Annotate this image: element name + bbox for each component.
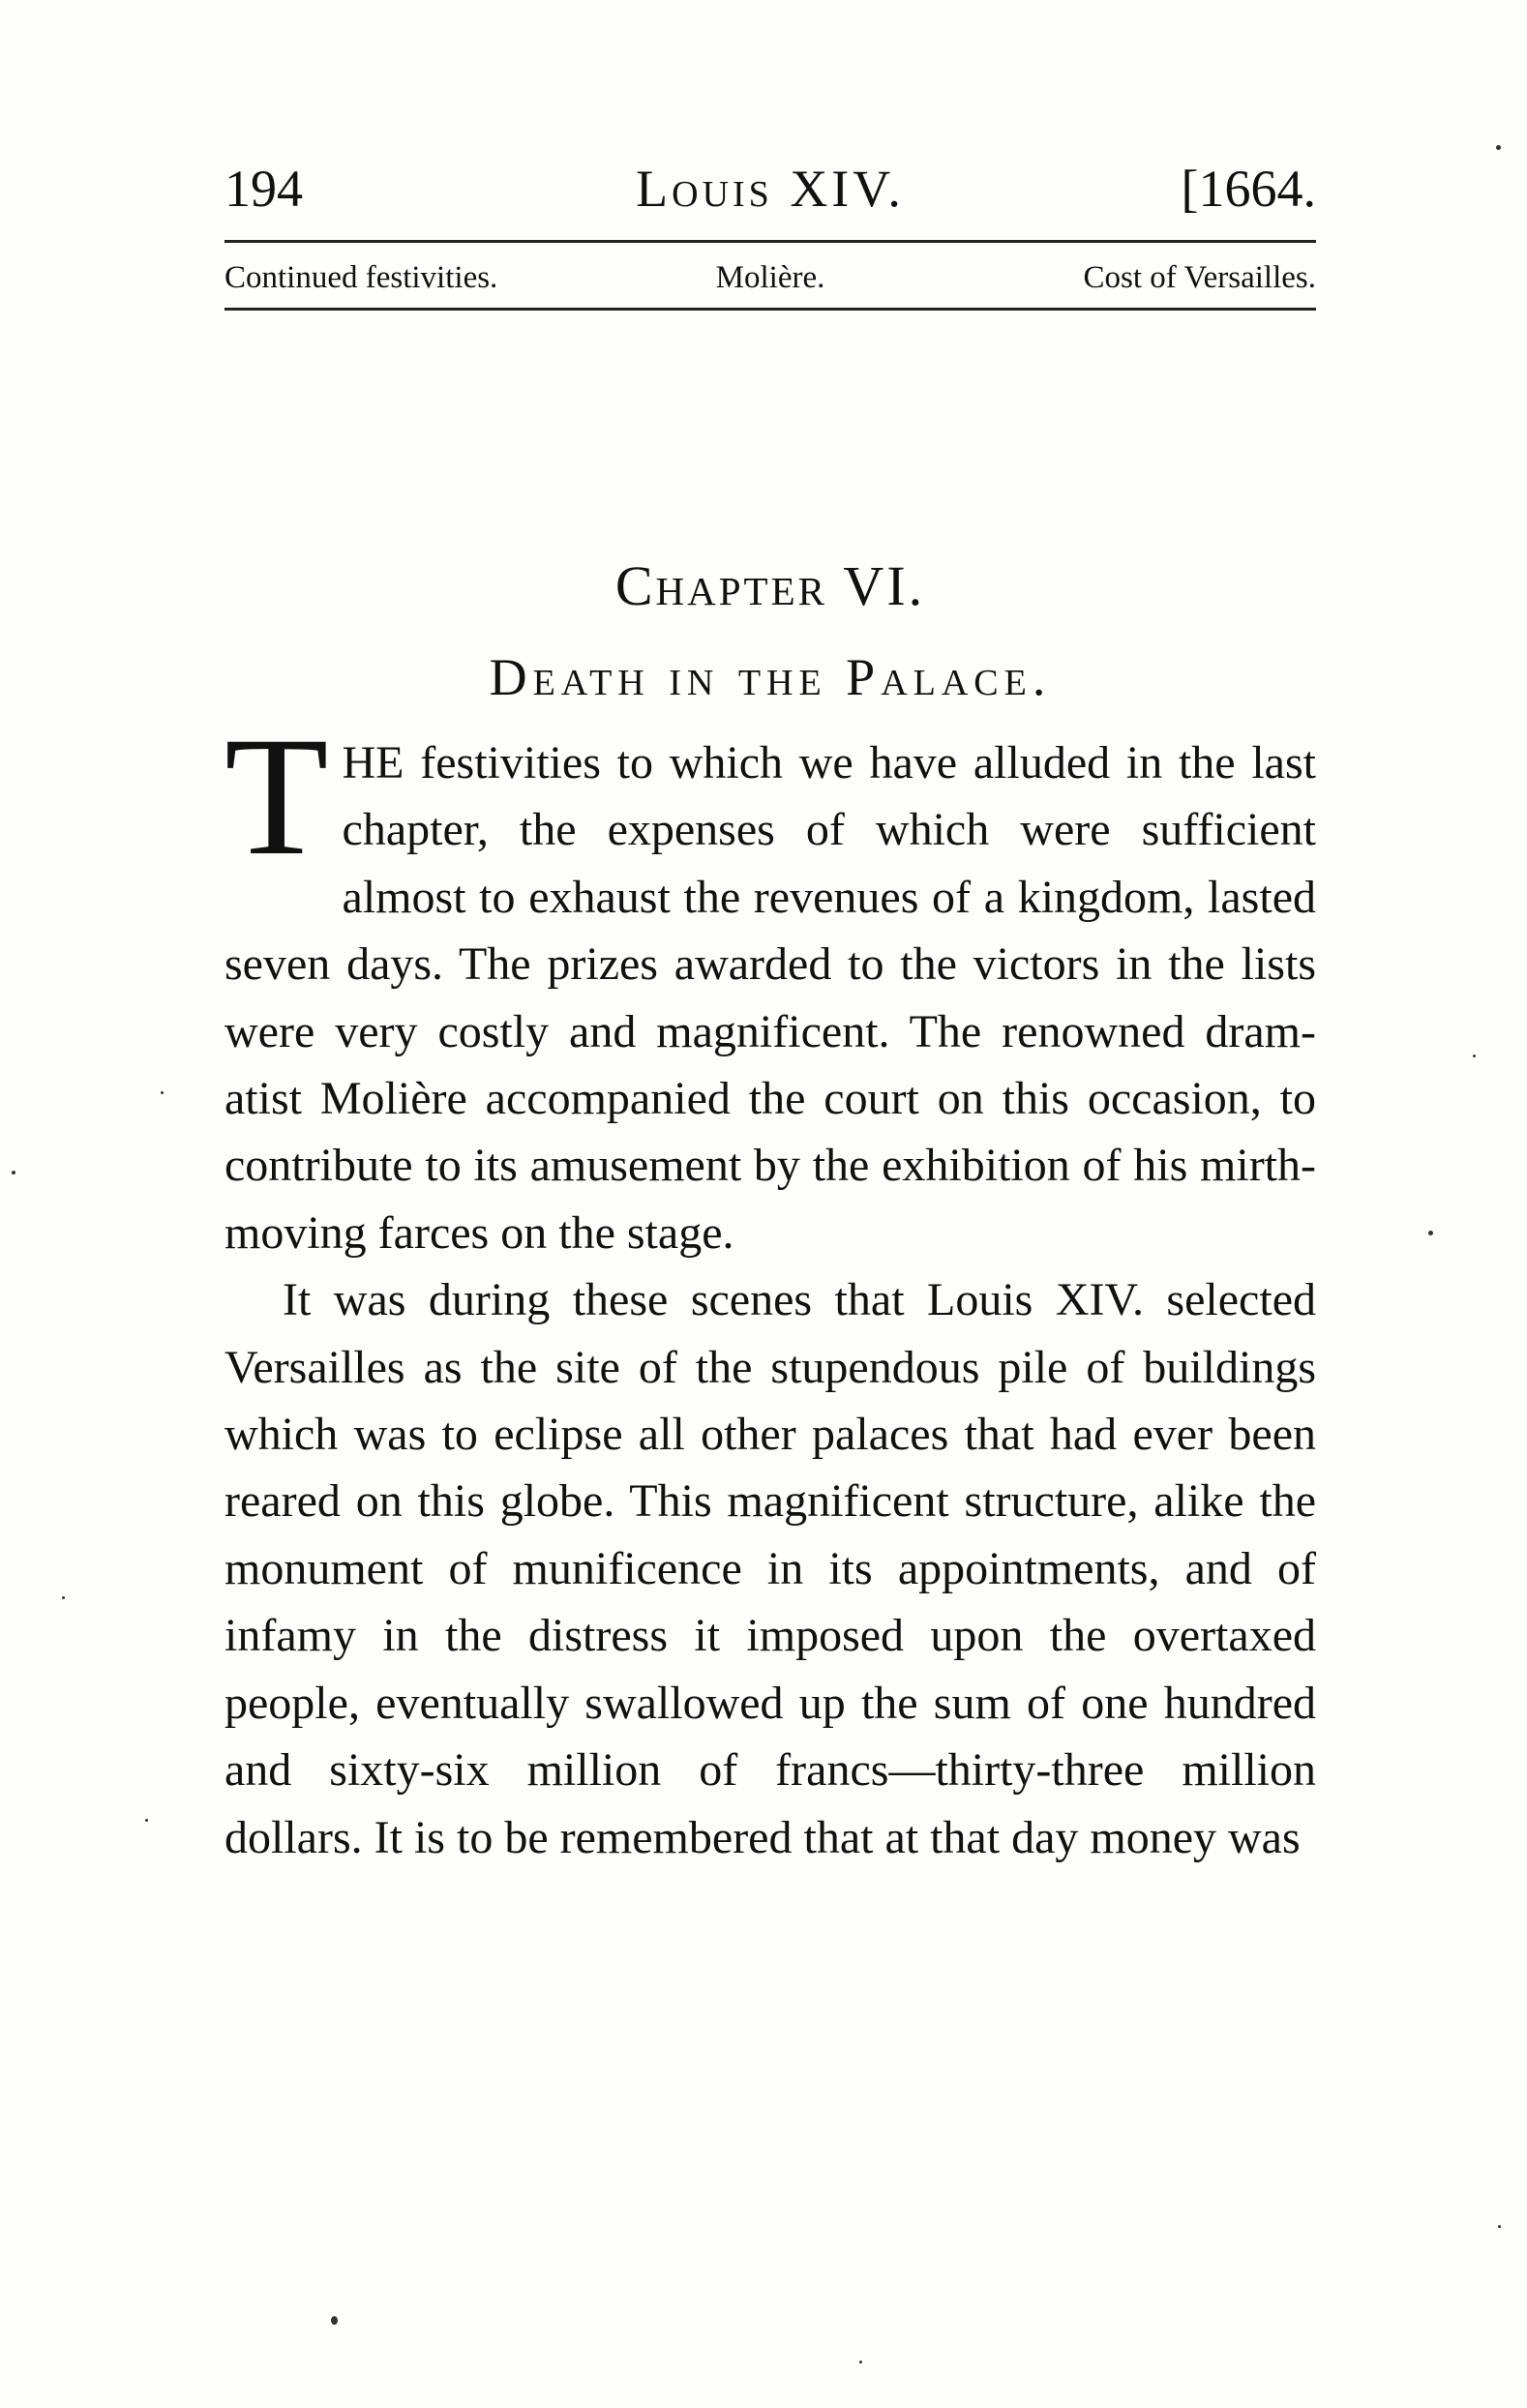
scan-speck (12, 1171, 15, 1174)
running-head-title: Louis XIV. (636, 160, 905, 218)
running-head (225, 155, 1316, 223)
body-text (225, 702, 1316, 1871)
paragraph-2: It was during these scenes that Louis XIV. selected Versailles as the site of the stupendous pile of buildings which was to eclipse all other palaces that had ever been reared on this globe. This magnificent structure, alike the monument of munificence in its appointments, and of infamy in the distress it imposed upon the overtaxed people, eventually swallowed up the sum of one hundred and sixty-six million of francs—thirty-three million dollars. It is to be remembered that at that day money was (225, 1274, 1316, 1863)
scan-speck (1496, 145, 1501, 150)
paragraph-1 (225, 702, 1316, 1266)
subhead-right: Cost of Versailles. (1083, 260, 1316, 295)
header-rule-bottom (225, 308, 1316, 311)
subhead-left: Continued festivities. (225, 260, 498, 295)
scan-speck (1498, 2225, 1501, 2228)
scan-speck (161, 1091, 164, 1094)
paragraph-1-text: HE festivities to which we have alluded in the last chapter, the expenses of which were sufficient almost to exhaust the revenues of a kingdom, lasted seven days. The prizes awarded to the victors in the lists were very costly and magnificent. The renowned dramatist Molière accompanied the court on this occasion, to contribute to its amusement by the exhibition of his mirth-moving farces on the stage. (225, 737, 1316, 1259)
scan-speck (145, 1819, 148, 1822)
chapter-subtitle: Death in the Palace. (489, 648, 1052, 706)
chapter-title: Chapter VI. (614, 554, 926, 617)
scan-speck (859, 2361, 862, 2363)
page-number: 194 (225, 160, 303, 218)
scan-speck (62, 1596, 65, 1599)
drop-cap: T (225, 702, 329, 891)
section-subheads (225, 253, 1316, 302)
scan-speck (1428, 1231, 1433, 1235)
running-head-year: [1664. (1181, 160, 1316, 218)
scan-speck (1473, 1055, 1476, 1057)
subhead-center: Molière. (715, 260, 825, 295)
scan-speck (331, 2316, 338, 2325)
header-rule-top (225, 240, 1316, 243)
